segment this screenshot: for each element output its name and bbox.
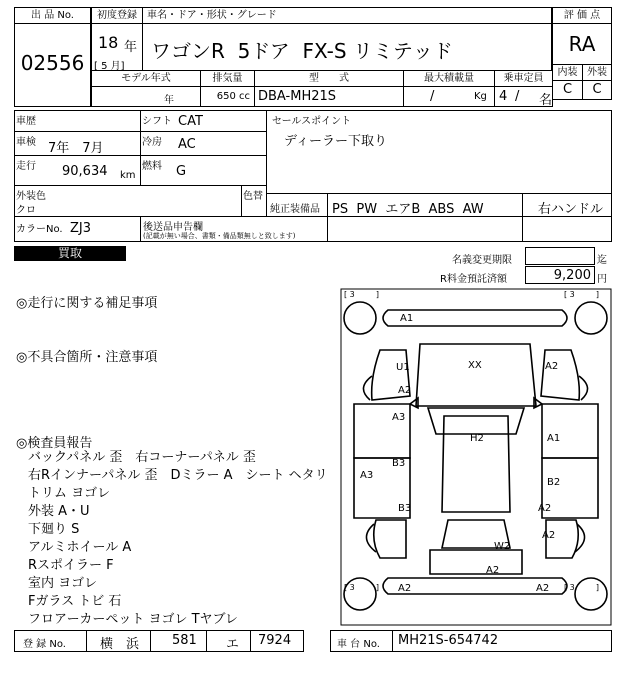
car-name-cell	[142, 23, 552, 71]
damage-mark: XX	[468, 360, 482, 371]
note-line: 右Rインナーパネル 歪 Dミラー A シート ヘタリ	[28, 468, 328, 483]
exterior-label-cell	[582, 64, 612, 81]
model-year-unit: 年	[164, 95, 174, 106]
first-reg-cell	[91, 23, 143, 71]
note-line: 下廻り S	[28, 522, 80, 537]
ac: AC	[178, 137, 196, 152]
type-label: 型 式	[309, 73, 349, 84]
color-label: 外装色	[16, 191, 46, 202]
displacement: 650 cc	[216, 91, 250, 102]
note-line: Rスポイラー F	[28, 558, 114, 573]
history-label: 車歴	[16, 116, 36, 127]
damage-mark: H2	[470, 433, 484, 444]
sales-point: ディーラー下取り	[284, 134, 387, 149]
capacity-unit: 名	[539, 93, 553, 108]
note-line: Fガラス トビ 石	[28, 594, 122, 609]
recycle-unit: 円	[597, 274, 607, 285]
color-no: ZJ3	[70, 221, 92, 236]
name-change-unit: 迄	[597, 255, 607, 266]
damage-mark: B3	[392, 458, 406, 469]
damage-mark: A2	[486, 565, 500, 576]
corner-label-bl: [ 3 ]	[344, 583, 379, 592]
note-line: 外装 A・U	[28, 504, 90, 519]
max-load-unit: Kg	[474, 91, 487, 102]
fuel: G	[176, 164, 187, 179]
first-reg-year: 18	[98, 33, 119, 52]
lot-no: 02556	[20, 51, 85, 75]
damage-mark: W2	[494, 541, 511, 552]
inspection: 7年 7月	[48, 141, 104, 156]
displacement-label: 排気量	[212, 73, 243, 84]
fuel-label: 燃料	[142, 161, 162, 172]
damage-mark: A3	[392, 412, 406, 423]
damage-mark: A3	[360, 470, 374, 481]
damage-mark: B3	[398, 503, 412, 514]
color-change-label: 色替	[243, 191, 263, 202]
doc-label: 後送品申告欄	[143, 222, 203, 233]
recycle-label: R料金預託済額	[440, 274, 507, 285]
capacity: 4	[499, 89, 508, 104]
displacement-label-cell	[200, 70, 255, 87]
first-reg-month: [ 5 月]	[94, 61, 125, 72]
recycle-amount: 9,200	[553, 268, 591, 283]
capacity-cell	[494, 86, 553, 107]
interior-grade-cell	[552, 80, 583, 100]
recycle-box	[525, 266, 595, 284]
first-reg-label: 初度登録	[97, 10, 137, 21]
lot-no-label: 出 品 No.	[31, 10, 74, 21]
exterior-grade: C	[592, 82, 602, 97]
equipment: PS PW エアB ABS AW	[332, 202, 484, 217]
color: クロ	[16, 205, 36, 216]
type: DBA-MH21S	[258, 89, 337, 104]
first-reg-year-unit: 年	[124, 40, 138, 55]
purchase-badge: 買取	[14, 246, 126, 261]
grade-cell	[552, 23, 612, 65]
name-change-label: 名義変更期限	[452, 255, 512, 266]
exterior-grade-cell	[582, 80, 612, 100]
max-load-label-cell	[403, 70, 495, 87]
note-line: 室内 ヨゴレ	[28, 576, 98, 591]
car-name: ワゴンR 5ドア FX-S リミテッド	[151, 39, 453, 63]
car-name-label-cell	[142, 7, 552, 24]
damage-mark: U1	[396, 362, 410, 373]
type-label-cell	[254, 70, 404, 87]
sales-point-label: セールスポイント	[272, 116, 352, 127]
name-change-box	[525, 247, 595, 265]
car-damage-diagram	[340, 288, 612, 626]
inspection-label: 車検	[16, 137, 36, 148]
note-line: アルミホイール A	[28, 540, 132, 555]
ac-label: 冷房	[142, 137, 162, 148]
shift: CAT	[178, 114, 203, 129]
damage-mark: A2	[545, 361, 559, 372]
capacity-label-cell	[494, 70, 553, 87]
damage-mark: A2	[542, 530, 556, 541]
chassis-label: 車 台 No.	[337, 639, 380, 650]
handle-side: 右ハンドル	[538, 202, 604, 217]
exterior-label: 外装	[587, 67, 607, 78]
model-year-cell	[91, 86, 201, 107]
interior-grade: C	[562, 82, 573, 97]
supplement-label: ◎走行に関する補足事項	[16, 296, 158, 311]
note-line: トリム ヨゴレ	[28, 486, 111, 501]
capacity-label: 乗車定員	[503, 73, 544, 84]
max-load-cell	[403, 86, 495, 107]
mileage-label: 走行	[16, 161, 36, 172]
reg-class: 581	[172, 633, 197, 648]
first-reg-label-cell	[91, 7, 143, 24]
damage-mark: A1	[547, 433, 561, 444]
note-line: フロアーカーペット ヨゴレ Tヤブレ	[28, 612, 239, 627]
displacement-cell	[200, 86, 255, 107]
inspector-label: ◎検査員報告	[16, 436, 93, 451]
corner-label-tr: [ 3 ]	[564, 290, 599, 299]
grade: RA	[568, 32, 596, 56]
lot-no-label-cell	[14, 7, 91, 24]
damage-mark: A1	[400, 313, 414, 324]
car-name-label: 車名・ドア・形状・グレード	[147, 10, 277, 21]
corner-label-tl: [ 3 ]	[344, 290, 379, 299]
corner-label-br: [ 3 ]	[564, 583, 599, 592]
defects-label: ◎不具合箇所・注意事項	[16, 350, 158, 365]
model-year-label-cell	[91, 70, 201, 87]
reg-kana: エ	[226, 637, 240, 652]
max-load-label: 最大積載量	[424, 73, 474, 84]
reg-number: 7924	[258, 633, 292, 648]
interior-label: 内装	[557, 67, 578, 78]
shift-label: シフト	[142, 116, 172, 127]
note-line: バックパネル 歪 右コーナーパネル 歪	[28, 450, 256, 465]
damage-mark: B2	[547, 477, 561, 488]
max-load: /	[430, 89, 435, 104]
reg-label: 登 録 No.	[23, 639, 66, 650]
capacity-slash: /	[515, 89, 520, 104]
reg-area: 横 浜	[100, 637, 140, 652]
equipment-label: 純正装備品	[270, 204, 320, 215]
mileage-unit: km	[120, 170, 136, 181]
doc-note: (記載が無い場合、書類・備品類無しと致します)	[143, 232, 296, 240]
color-no-label: カラーNo.	[16, 224, 63, 235]
mileage: 90,634	[62, 164, 108, 179]
type-cell	[254, 86, 404, 107]
damage-mark: A2	[538, 503, 552, 514]
lot-no-cell	[14, 23, 91, 107]
interior-label-cell	[552, 64, 583, 81]
chassis-number: MH21S-654742	[398, 633, 499, 648]
damage-mark: A2	[398, 583, 412, 594]
damage-mark: A2	[398, 385, 412, 396]
grade-label: 評 価 点	[563, 10, 601, 21]
grade-label-cell	[552, 7, 612, 24]
model-year-label: モデル年式	[121, 73, 171, 84]
damage-mark: A2	[536, 583, 550, 594]
